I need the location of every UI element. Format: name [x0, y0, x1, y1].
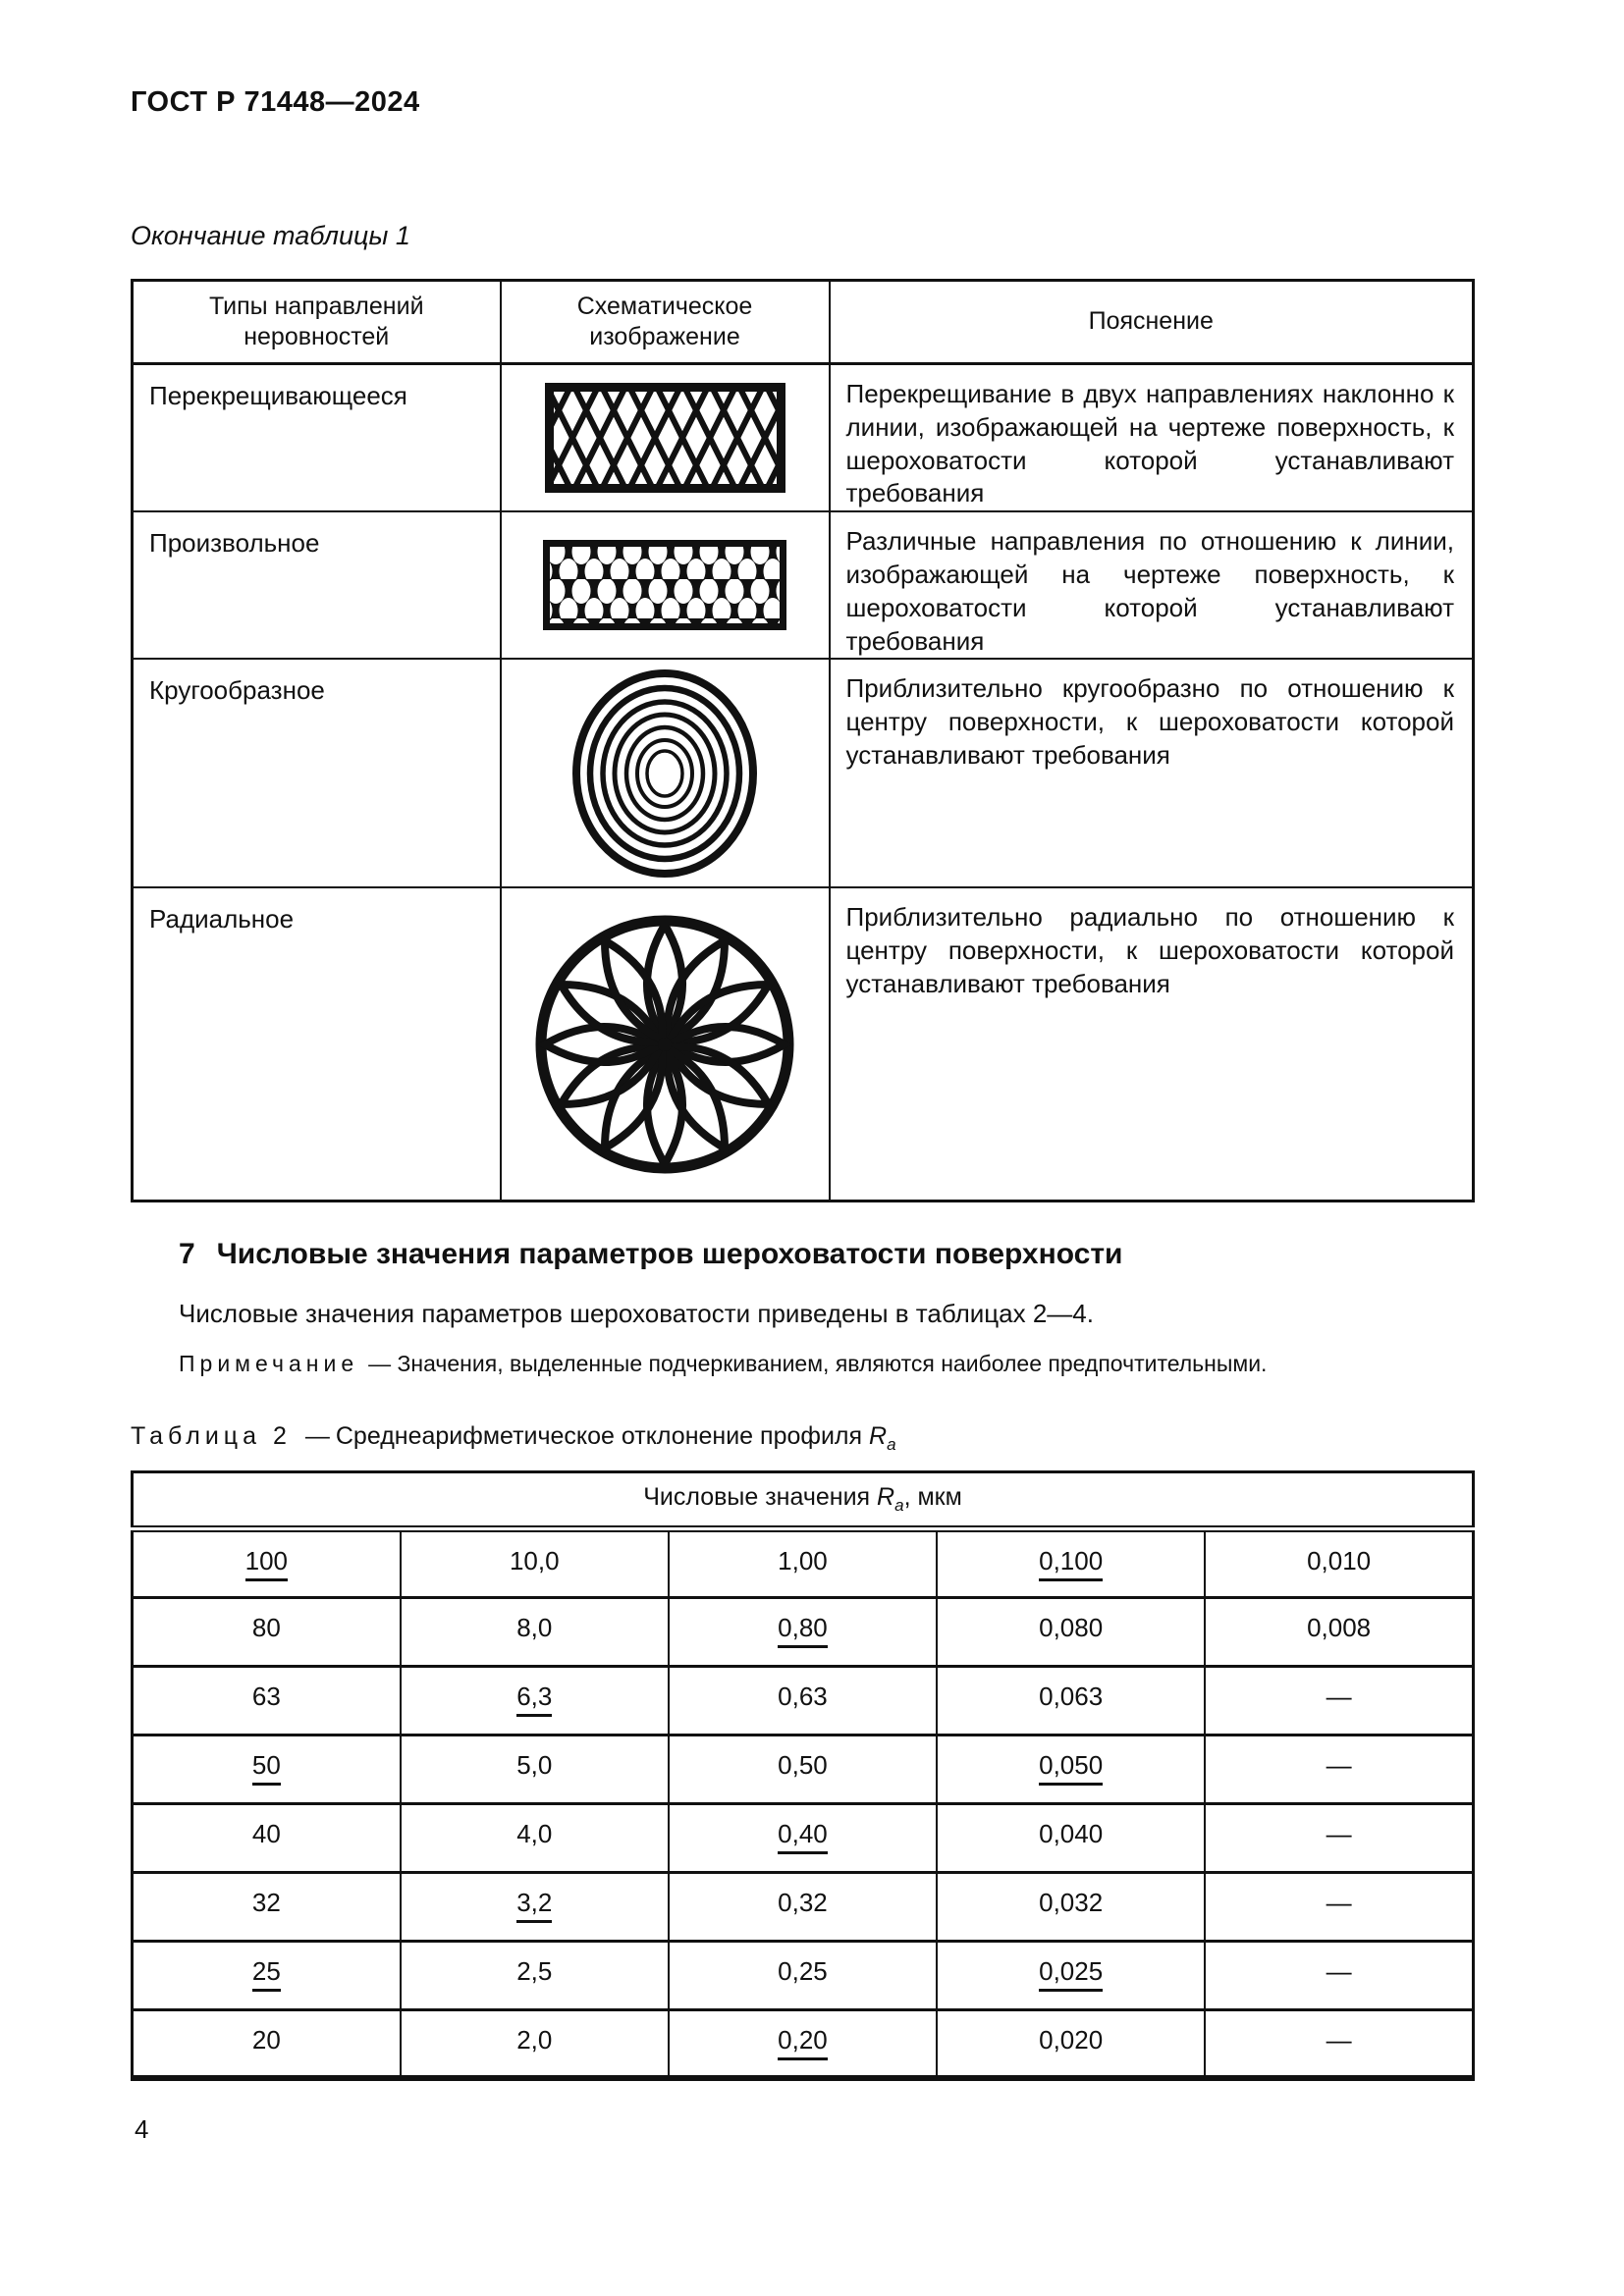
- table2-value-cell: 0,20: [669, 2009, 937, 2078]
- table2-value-cell: 4,0: [401, 1803, 669, 1872]
- table-row: [133, 1528, 1474, 1597]
- table2-value-cell: 0,025: [937, 1941, 1205, 2009]
- table2-header-row: [133, 1471, 1474, 1528]
- table2-value-cell: 6,3: [401, 1666, 669, 1735]
- table1-explanation-cell: Приблизительно радиально по отношению к центру поверхности, к шероховатости которой устанавливают требования: [830, 887, 1474, 1201]
- note-text: — Значения, выделенные подчеркиванием, являются наиболее предпочтительными.: [368, 1350, 1268, 1376]
- table1-image-cell: [501, 511, 830, 659]
- table1-type-cell: Перекрещивающееся: [133, 364, 501, 512]
- table2-value-cell: 0,50: [669, 1735, 937, 1803]
- table-row: [133, 1597, 1474, 1666]
- table2-value-cell: 2,5: [401, 1941, 669, 2009]
- table1-image-cell: [501, 364, 830, 512]
- table2-value-cell: 0,080: [937, 1597, 1205, 1666]
- table2-value-cell: 0,25: [669, 1941, 937, 2009]
- table1-image-cell: [501, 659, 830, 887]
- table2-value-cell: 1,00: [669, 1528, 937, 1597]
- table2-value-cell: 32: [133, 1872, 401, 1941]
- table2-value-cell: 0,40: [669, 1803, 937, 1872]
- table2-value-cell: 40: [133, 1803, 401, 1872]
- table-row: [133, 511, 1474, 659]
- table-row: [133, 1872, 1474, 1941]
- table1-header-types: Типы направлений неровностей: [133, 281, 501, 364]
- table2-value-cell: 0,80: [669, 1597, 937, 1666]
- doc-number: ГОСТ Р 71448—2024: [131, 86, 420, 118]
- table1-image-cell: [501, 887, 830, 1201]
- table1-header-row: [133, 281, 1474, 364]
- table2-value-cell: 100: [133, 1528, 401, 1597]
- section-number: 7: [179, 1237, 195, 1270]
- table2-value-cell: —: [1205, 1735, 1473, 1803]
- table2-value-cell: —: [1205, 1941, 1473, 2009]
- table1-header-explanation: Пояснение: [830, 281, 1474, 364]
- table2-value-cell: 0,063: [937, 1666, 1205, 1735]
- note: [179, 1351, 1475, 1377]
- table2-value-cell: 2,0: [401, 2009, 669, 2078]
- table2-value-cell: 3,2: [401, 1872, 669, 1941]
- table-row: [133, 659, 1474, 887]
- random-scale-pattern-image: [543, 540, 786, 630]
- section-heading: [179, 1238, 1475, 1271]
- table1-explanation-cell: Различные направления по отношению к линии, изображающей на чертеже поверхность, к шероховатости которой устанавливают требования: [830, 511, 1474, 659]
- table2-caption-dash: —: [304, 1421, 330, 1450]
- table-row: [133, 364, 1474, 512]
- radial-flower-image: [532, 907, 797, 1182]
- table2-value-cell: 0,050: [937, 1735, 1205, 1803]
- note-label: Примечание: [179, 1350, 359, 1376]
- table2-value-cell: 50: [133, 1735, 401, 1803]
- table-row: [133, 1735, 1474, 1803]
- ra-symbol: R: [869, 1421, 888, 1450]
- page-number: 4: [135, 2114, 149, 2145]
- table2-value-cell: 5,0: [401, 1735, 669, 1803]
- table-row: [133, 1941, 1474, 2009]
- table1-header-schematic: Схематическое изображение: [501, 281, 830, 364]
- table1-type-cell: Кругообразное: [133, 659, 501, 887]
- table2-value-cell: 25: [133, 1941, 401, 2009]
- section-title: Числовые значения параметров шероховатости поверхности: [216, 1237, 1123, 1270]
- table2-value-cell: —: [1205, 1803, 1473, 1872]
- ra-symbol-sub: a: [894, 1495, 904, 1515]
- table2: [131, 1470, 1475, 2082]
- table2-value-cell: 0,040: [937, 1803, 1205, 1872]
- table2-value-cell: 10,0: [401, 1528, 669, 1597]
- table2-value-cell: —: [1205, 2009, 1473, 2078]
- table-row: [133, 2009, 1474, 2078]
- table-row: [133, 1666, 1474, 1735]
- table2-value-cell: 0,63: [669, 1666, 937, 1735]
- section-paragraph: Числовые значения параметров шероховатости приведены в таблицах 2—4.: [179, 1298, 1094, 1328]
- ra-symbol-sub: a: [887, 1434, 896, 1454]
- table2-header: Числовые значения $R_a$, мкм: [133, 1471, 1474, 1528]
- table1: [131, 279, 1475, 1202]
- table2-value-cell: 20: [133, 2009, 401, 2078]
- table2-caption: [131, 1422, 1475, 1455]
- table2-value-cell: 0,010: [1205, 1528, 1473, 1597]
- table2-value-cell: 8,0: [401, 1597, 669, 1666]
- table1-type-cell: Произвольное: [133, 511, 501, 659]
- table2-value-cell: —: [1205, 1872, 1473, 1941]
- ra-symbol: R: [877, 1482, 895, 1511]
- table2-value-cell: 0,032: [937, 1872, 1205, 1941]
- table-row: [133, 887, 1474, 1201]
- table1-explanation-cell: Приблизительно кругообразно по отношению к центру поверхности, к шероховатости которой устанавливают требования: [830, 659, 1474, 887]
- concentric-circles-image: [568, 667, 761, 880]
- table2-caption-text: Среднеарифметическое отклонение профиля: [335, 1421, 863, 1450]
- table2-caption-label: Таблица 2: [131, 1421, 292, 1450]
- table-row: [133, 1803, 1474, 1872]
- table2-value-cell: —: [1205, 1666, 1473, 1735]
- crosshatch-pattern-image: [545, 383, 785, 493]
- table2-value-cell: 0,32: [669, 1872, 937, 1941]
- table2-value-cell: 0,100: [937, 1528, 1205, 1597]
- table2-value-cell: 80: [133, 1597, 401, 1666]
- table1-type-cell: Радиальное: [133, 887, 501, 1201]
- table1-continuation-caption: Окончание таблицы 1: [131, 221, 410, 250]
- table2-value-cell: 0,008: [1205, 1597, 1473, 1666]
- table2-body: [133, 1528, 1474, 2078]
- table2-value-cell: 0,020: [937, 2009, 1205, 2078]
- table1-explanation-cell: Перекрещивание в двух направлениях наклонно к линии, изображающей на чертеже поверхность, к шероховатости которой устанавливают требования: [830, 364, 1474, 512]
- table2-value-cell: 63: [133, 1666, 401, 1735]
